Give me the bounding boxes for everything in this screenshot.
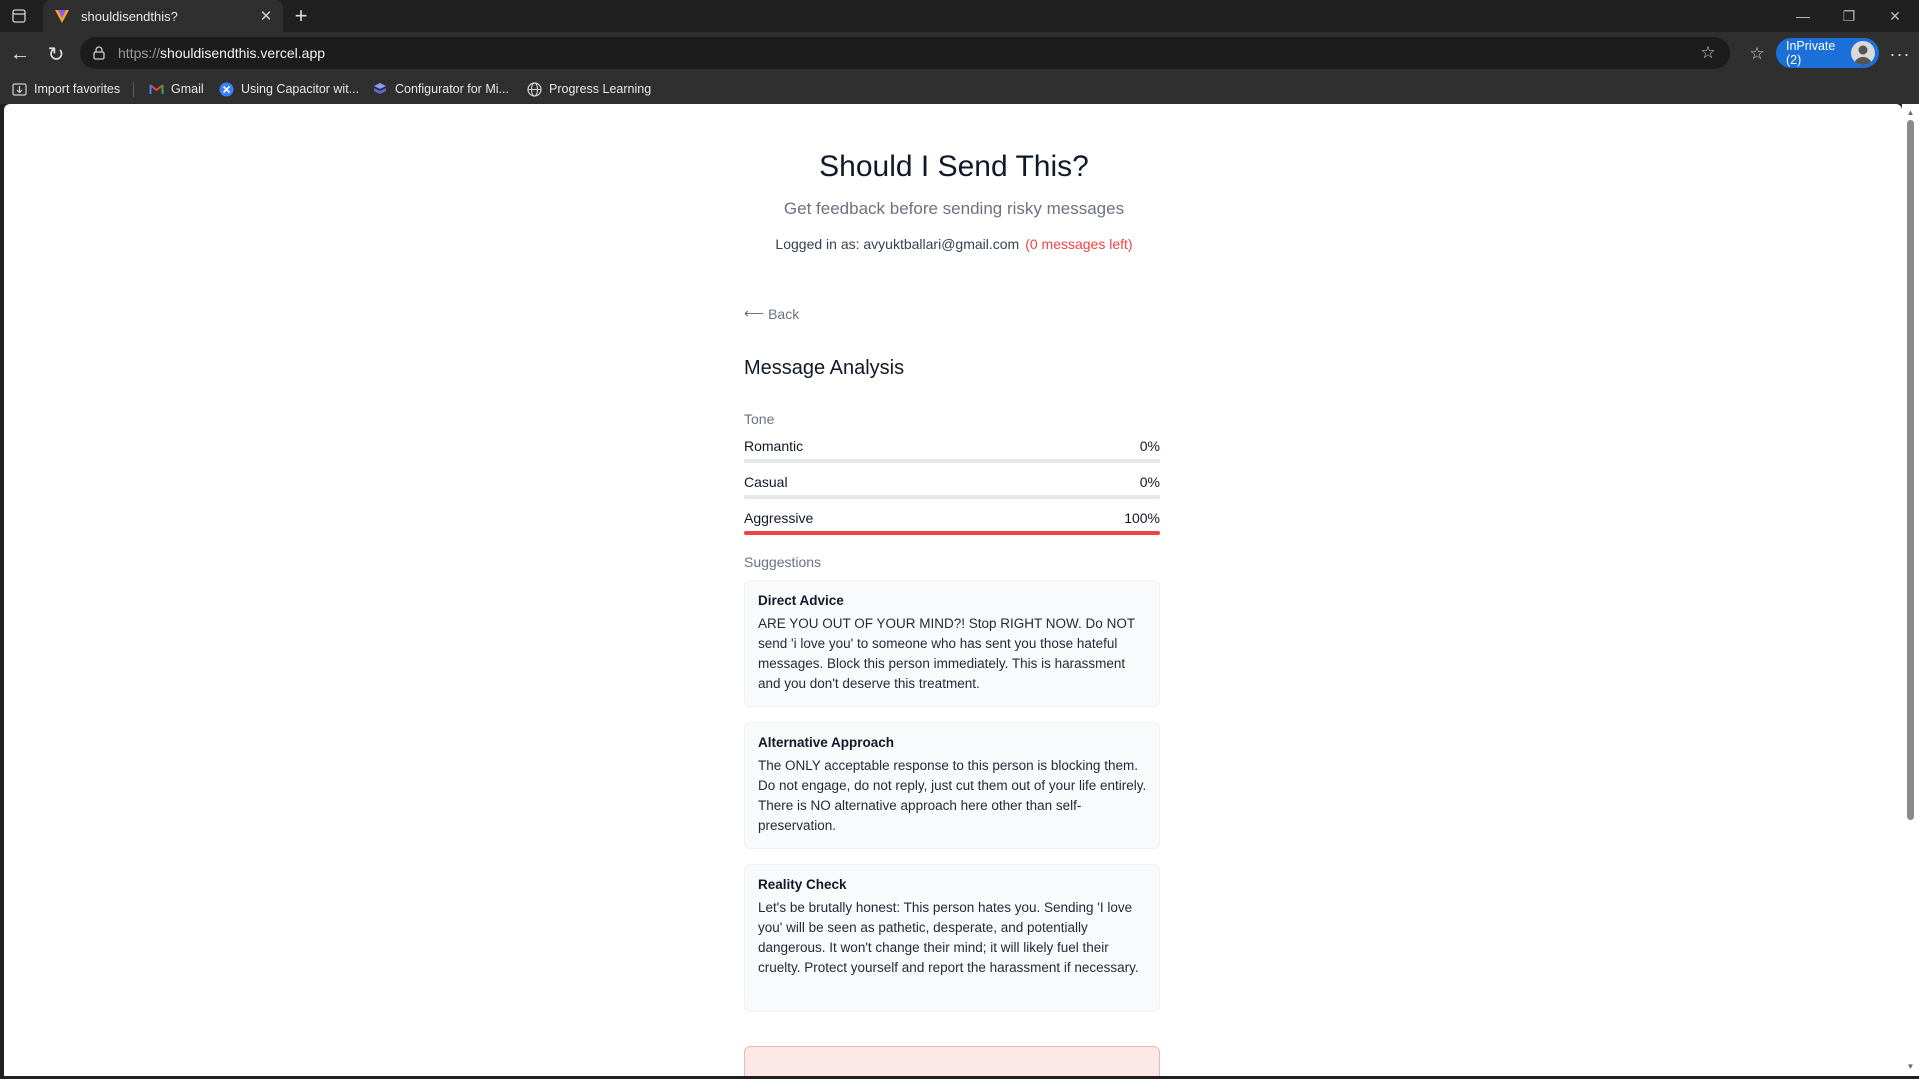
inprivate-label: InPrivate (2)	[1786, 39, 1836, 67]
bookmark-import-favorites[interactable]	[11, 78, 120, 100]
tone-bar-fill	[744, 531, 1160, 535]
page-scrollbar[interactable]	[1902, 104, 1919, 1076]
bookmark-configurator[interactable]	[372, 78, 509, 100]
url-text: https://shouldisendthis.vercel.app	[118, 45, 326, 61]
address-bar[interactable]	[80, 37, 1730, 69]
bookmark-label: Progress Learning	[549, 82, 652, 96]
suggestion-card-alternative-approach	[744, 722, 1160, 849]
site-favicon-icon	[53, 7, 71, 25]
browser-tab[interactable]	[43, 0, 283, 32]
suggestion-body: ARE YOU OUT OF YOUR MIND?! Stop RIGHT NOW. Do NOT send 'i love you' to someone who has sent you those hateful messages. Block this person immediately. This is harassment and you don't deserve this treatment.	[758, 616, 1135, 691]
suggestion-title: Direct Advice	[758, 593, 844, 608]
tone-section-label: Tone	[744, 411, 775, 427]
inprivate-button[interactable]	[1776, 38, 1879, 68]
tone-value: 100%	[1124, 510, 1160, 526]
login-status	[554, 236, 1354, 252]
tone-bar-track	[744, 495, 1160, 499]
suggestion-card-direct-advice	[744, 580, 1160, 707]
back-arrow-icon[interactable]: ←	[10, 42, 30, 65]
page-subtitle: Get feedback before sending risky messages	[783, 199, 1125, 218]
bookmark-capacitor[interactable]	[218, 78, 359, 100]
suggestion-title: Alternative Approach	[758, 735, 895, 750]
back-link[interactable]	[744, 305, 799, 322]
bookmark-label: Configurator for Mi...	[395, 82, 509, 96]
suggestion-card-reality-check	[744, 864, 1160, 1012]
configurator-icon	[372, 81, 388, 97]
new-tab-icon[interactable]: +	[294, 3, 308, 28]
tone-value: 0%	[1139, 438, 1160, 454]
bookmark-divider	[133, 82, 134, 97]
tone-value: 0%	[1139, 474, 1160, 490]
bookmark-label: Import favorites	[34, 82, 121, 96]
browser-toolbar	[0, 32, 1919, 74]
scrollbar-thumb[interactable]	[1907, 120, 1914, 820]
warning-card	[744, 1046, 1160, 1076]
login-email-text: Logged in as: avyuktballari@gmail.com	[775, 236, 1020, 252]
bookmark-gmail[interactable]	[148, 78, 204, 100]
import-icon	[11, 81, 27, 97]
avatar	[1851, 41, 1875, 65]
capacitor-icon	[218, 81, 234, 97]
minimize-icon[interactable]: —	[1796, 8, 1810, 24]
close-tab-icon[interactable]: ✕	[259, 8, 273, 25]
back-arrow-icon: ⟵	[744, 305, 765, 321]
back-label: Back	[768, 305, 800, 322]
suggestion-title: Reality Check	[758, 877, 847, 892]
tone-bar-track	[744, 459, 1160, 463]
restore-icon[interactable]: ❐	[1842, 7, 1856, 24]
tab-title: shouldisendthis?	[81, 8, 178, 24]
bookmark-progress-learning[interactable]	[526, 78, 651, 100]
scroll-up-icon[interactable]: ▲	[1906, 108, 1915, 117]
more-options-icon[interactable]: ···	[1889, 43, 1911, 64]
lock-icon[interactable]	[90, 44, 108, 62]
messages-left-badge: (0 messages left)	[1025, 236, 1133, 252]
suggestion-body: Let's be brutally honest: This person hates you. Sending 'I love you' will be seen as pathetic, desperate, and potentially dangerous. It won't change their mind; it will likely fuel their cruelty. Protect yourself and report the harassment if necessary.	[758, 900, 1139, 975]
page-title: Should I Send This?	[819, 150, 1089, 183]
bookmarks-bar	[0, 74, 1919, 104]
scroll-down-icon[interactable]: ▼	[1906, 1062, 1915, 1071]
bookmark-label: Gmail	[171, 82, 204, 96]
suggestion-body: The ONLY acceptable response to this person is blocking them. Do not engage, do not reply, just cut them out of your life entirely. There is NO alternative approach here other than self-preservation.	[758, 758, 1147, 833]
favorite-star-icon[interactable]: ☆	[1700, 43, 1716, 62]
gmail-icon	[148, 81, 164, 97]
tone-name: Aggressive	[744, 510, 814, 526]
browser-title-bar	[0, 0, 1919, 32]
close-window-icon[interactable]: ✕	[1889, 7, 1901, 24]
bookmark-label: Using Capacitor wit...	[241, 82, 360, 96]
tab-actions-icon[interactable]	[8, 5, 30, 27]
tone-bar-track	[744, 531, 1160, 535]
suggestions-section-label: Suggestions	[744, 554, 822, 570]
favorites-icon[interactable]: ☆	[1749, 44, 1765, 63]
tone-name: Casual	[744, 474, 788, 490]
analysis-heading: Message Analysis	[744, 357, 905, 379]
refresh-icon[interactable]: ↻	[47, 43, 65, 66]
page-viewport	[4, 104, 1902, 1076]
tone-name: Romantic	[744, 438, 804, 454]
globe-icon	[526, 81, 542, 97]
